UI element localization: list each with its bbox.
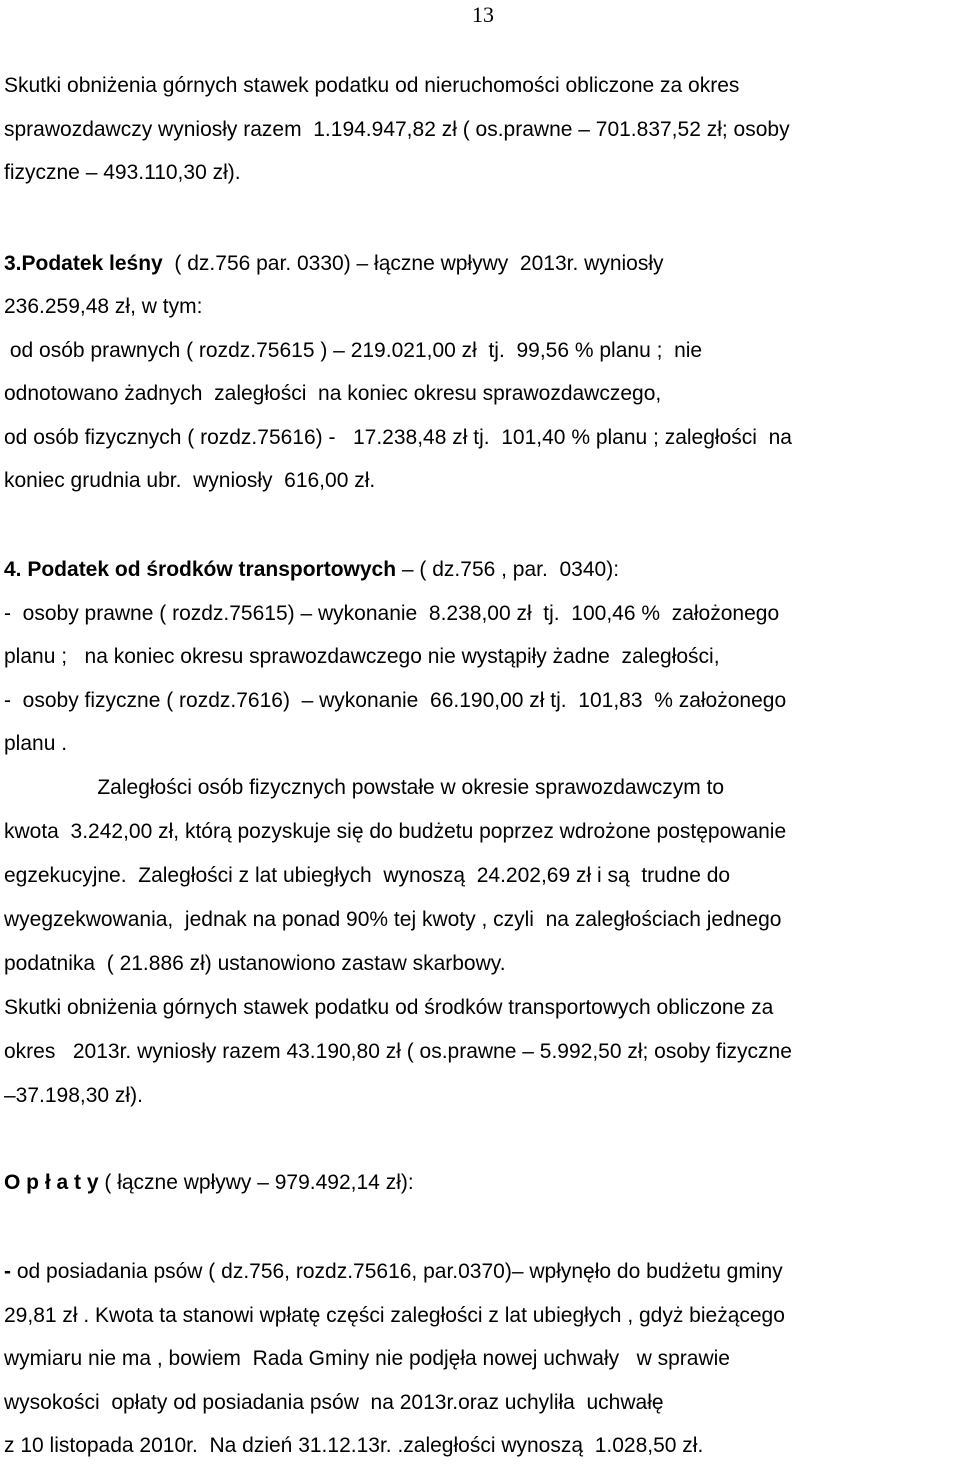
- section-heading-transport-tax: [4, 556, 619, 584]
- dash-bold: -: [4, 1260, 11, 1283]
- text-line: - osoby fizyczne ( rozdz.7616) – wykonanie 66.190,00 zł tj. 101,83 % założonego: [4, 689, 787, 712]
- text-line: fizyczne – 493.110,30 zł).: [4, 161, 241, 184]
- text-line: egzekucyjne. Zaległości z lat ubiegłych wynoszą 24.202,69 zł i są trudne do: [4, 864, 731, 887]
- text-line: od osób fizycznych ( rozdz.75616) - 17.238,48 zł tj. 101,40 % planu ; zaległości na: [4, 426, 792, 449]
- text-line: wyegzekwowania, jednak na ponad 90% tej kwoty , czyli na zaległościach jednego: [4, 908, 782, 931]
- text-line: Skutki obniżenia górnych stawek podatku od środków transportowych obliczone za: [4, 996, 774, 1019]
- heading-rest: ( dz.756 par. 0330) – łączne wpływy 2013r. wyniosły: [162, 252, 664, 275]
- text-line: podatnika ( 21.886 zł) ustanowiono zastaw skarbowy.: [4, 952, 506, 975]
- section-heading-forest-tax: [4, 250, 664, 278]
- text-line: sprawozdawczy wyniosły razem 1.194.947,82 zł ( os.prawne – 701.837,52 zł; osoby: [4, 118, 790, 141]
- section-heading-fees: [4, 1169, 414, 1197]
- text-line: z 10 listopada 2010r. Na dzień 31.12.13r. .zaległości wynoszą 1.028,50 zł.: [4, 1434, 704, 1457]
- text-line: koniec grudnia ubr. wyniosły 616,00 zł.: [4, 469, 376, 492]
- text-line: - osoby prawne ( rozdz.75615) – wykonanie 8.238,00 zł tj. 100,46 % założonego: [4, 602, 780, 625]
- text-line: Skutki obniżenia górnych stawek podatku od nieruchomości obliczone za okres: [4, 74, 740, 97]
- fee-item-text: od posiadania psów ( dz.756, rozdz.75616, par.0370)– wpłynęło do budżetu gminy: [11, 1260, 783, 1283]
- text-line: wysokości opłaty od posiadania psów na 2013r.oraz uchyliła uchwałę: [4, 1391, 664, 1414]
- text-line: –37.198,30 zł).: [4, 1084, 143, 1107]
- fee-item-dogs: [4, 1258, 783, 1286]
- text-line: kwota 3.242,00 zł, którą pozyskuje się do budżetu poprzez wdrożone postępowanie: [4, 820, 787, 843]
- heading-bold: O p ł a t y: [4, 1171, 99, 1194]
- heading-rest: – ( dz.756 , par. 0340):: [396, 558, 620, 581]
- text-line: planu ; na koniec okresu sprawozdawczego nie wystąpiły żadne zaległości,: [4, 645, 720, 668]
- text-line: planu .: [4, 732, 68, 755]
- text-line: od osób prawnych ( rozdz.75615 ) – 219.021,00 zł tj. 99,56 % planu ; nie: [4, 339, 703, 362]
- text-line: okres 2013r. wyniosły razem 43.190,80 zł ( os.prawne – 5.992,50 zł; osoby fizyczne: [4, 1040, 792, 1063]
- text-line: 29,81 zł . Kwota ta stanowi wpłatę części zaległości z lat ubiegłych , gdyż bieżącego: [4, 1304, 785, 1327]
- text-line: 236.259,48 zł, w tym:: [4, 295, 203, 318]
- text-line: wymiaru nie ma , bowiem Rada Gminy nie podjęła nowej uchwały w sprawie: [4, 1347, 730, 1370]
- heading-rest: ( łączne wpływy – 979.492,14 zł):: [98, 1171, 414, 1194]
- text-line: odnotowano żadnych zaległości na koniec okresu sprawozdawczego,: [4, 382, 662, 405]
- text-line: Zaległości osób fizycznych powstałe w okresie sprawozdawczym to: [4, 776, 725, 799]
- page-number: 13: [472, 2, 494, 27]
- heading-bold: 4. Podatek od środków transportowych: [4, 558, 397, 581]
- heading-bold: 3.Podatek leśny: [4, 252, 163, 275]
